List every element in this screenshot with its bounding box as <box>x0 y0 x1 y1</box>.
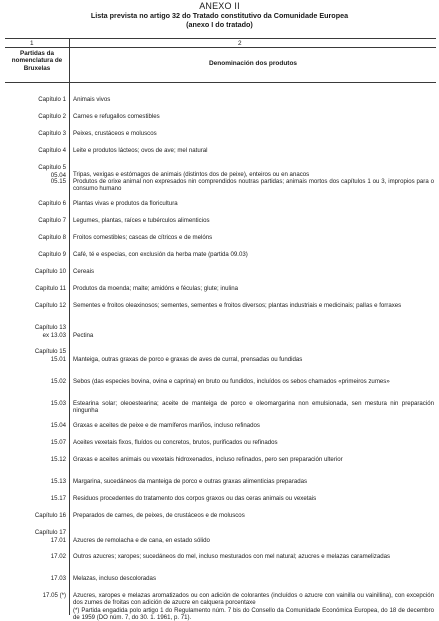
code-primary: 15.02 <box>50 378 66 385</box>
nomenclature-code <box>5 422 66 429</box>
column-header-products: Denominación dos produtos <box>208 60 298 67</box>
product-description: Pectina <box>73 332 94 339</box>
code-primary: Capítulo 1 <box>38 96 66 103</box>
code-primary: 15.13 <box>50 478 66 485</box>
code-primary: Capítulo 4 <box>38 147 66 154</box>
nomenclature-code <box>5 268 66 275</box>
code-primary: 15.04 <box>50 422 66 429</box>
product-description: Aceites vexetais fixos, fluídos ou concretos, brutos, purificados ou refinados <box>73 439 278 446</box>
product-description: Estearina solar; oleoestearina; aceite de manteiga de porco e oleomargarina non emulsionada, sen mestura nin preparación ningunha <box>73 400 434 415</box>
code-primary: 17.02 <box>50 553 66 560</box>
code-primary: Capítulo 2 <box>38 113 66 120</box>
product-description: Animais vivos <box>73 96 111 103</box>
product-description: Produtos de orixe animal non expresados nin comprendidos noutras partidas; animais mortos dos capítulos 1 ou 3, impropios para o consumo humano <box>73 178 434 193</box>
annex-heading: ANEXO II <box>199 1 240 11</box>
product-description: Plantas vivas e produtos da floricultura <box>73 200 178 207</box>
nomenclature-code <box>5 512 66 519</box>
nomenclature-code <box>5 234 66 241</box>
product-description: Leite e produtos lácteos; ovos de ave; mel natural <box>73 147 208 154</box>
nomenclature-code <box>5 302 66 309</box>
code-primary: Capítulo 8 <box>38 234 66 241</box>
code-sub-heading: 17.01 <box>50 536 66 544</box>
nomenclature-code <box>5 495 66 502</box>
nomenclature-code <box>5 400 66 407</box>
product-description: Azucres, xaropes e melazas aromatizados ou con adición de colorantes (incluídos o azucre con vainilla ou vainillina), con excepción dos zumes de froitas con adición de azucre en calquera porcentaxe <box>73 592 434 607</box>
product-description: Tripas, vexigas e estómagos de animais (distintos dos de peixe), enteiros ou en anacos <box>73 171 310 178</box>
product-description: Sementes e froitos oleaxinosos; sementes, sementes e froitos diversos; plantas industriais e medicinais; palIas e forraxes <box>73 302 402 309</box>
nomenclature-code <box>5 348 66 363</box>
code-primary: Capítulo 10 <box>34 268 66 275</box>
product-description: Peixes, crustáceos e moluscos <box>73 130 157 137</box>
nomenclature-code <box>5 553 66 560</box>
nomenclature-code <box>5 217 66 224</box>
code-sub-heading: 15.01 <box>50 355 66 363</box>
nomenclature-code <box>5 147 66 154</box>
code-primary: 05.15 <box>50 178 66 185</box>
product-description: Preparados de carnes, de peixes, de crustáceos e de moluscos <box>73 512 245 519</box>
code-primary: Capítulo 5 <box>38 164 66 171</box>
code-primary: 15.07 <box>50 439 66 446</box>
column-header-line: Partidas da <box>20 50 54 57</box>
code-primary: 15.17 <box>50 495 66 502</box>
document-subtitle: (anexo I do tratado) <box>186 20 253 29</box>
column-number-1: 1 <box>30 40 34 47</box>
product-description: Melazas, incluso descoloradas <box>73 575 156 582</box>
nomenclature-code <box>5 324 66 339</box>
nomenclature-code <box>5 478 66 485</box>
nomenclature-code <box>5 96 66 103</box>
column-header-nomenclature <box>6 50 68 72</box>
code-primary: Capítulo 6 <box>38 200 66 207</box>
nomenclature-code <box>5 200 66 207</box>
product-description: Azucres de remolacha e de cana, en estado sólido <box>73 537 210 544</box>
nomenclature-code <box>5 456 66 463</box>
product-description: Sebos (das especies bovina, ovina e caprina) en bruto ou fundidos, incluídos os sebos chamados «primeiros zumes» <box>73 378 390 385</box>
product-description: Café, té e especias, con exclusión da herba mate (partida 09.03) <box>73 251 248 258</box>
column-divider <box>69 38 70 615</box>
code-primary: 15.03 <box>50 400 66 407</box>
code-primary: Capítulo 17 <box>34 529 66 536</box>
code-primary: Capítulo 15 <box>34 348 66 355</box>
product-description: Margarina, sucedáneos da manteiga de porco e outras graxas alimenticias preparadas <box>73 478 308 485</box>
code-primary: Capítulo 12 <box>34 302 66 309</box>
product-description: Produtos da moenda; malte; amidóns e féculas; glute; inulina <box>73 285 238 292</box>
code-primary: Capítulo 9 <box>38 251 66 258</box>
code-primary: Capítulo 7 <box>38 217 66 224</box>
column-number-2: 2 <box>238 40 242 47</box>
nomenclature-code <box>5 285 66 292</box>
code-primary: 15.12 <box>50 456 66 463</box>
product-description: Manteiga, outras graxas de porco e graxas de aves de curral, prensadas ou fundidas <box>73 356 303 363</box>
nomenclature-code <box>5 575 66 582</box>
code-sub-heading: ex 13.03 <box>42 331 66 339</box>
code-primary: 17.03 <box>50 575 66 582</box>
product-description: Froitos comestibles; cascas de cítricos e de melóns <box>73 234 213 241</box>
nomenclature-code <box>5 164 66 179</box>
product-description: Outros azucres; xaropes; sucedáneos do mel, incluso mesturados con mel natural; azucres e melazas caramelizadas <box>73 553 391 560</box>
nomenclature-code <box>5 113 66 120</box>
code-primary: Capítulo 13 <box>34 324 66 331</box>
code-primary: Capítulo 11 <box>35 285 66 292</box>
nomenclature-code <box>5 439 66 446</box>
nomenclature-code <box>5 178 66 185</box>
footnote: (*) Partida engadida polo artigo 1 do Regulamento núm. 7 bis do Consello da Comunidade Económica Europea, do 18 de decembro de 1959 (DO núm. 7, do 30. 1. 1961, p. 71). <box>73 607 434 621</box>
code-primary: 17.05 (*) <box>42 592 66 599</box>
nomenclature-code <box>5 592 66 599</box>
column-header-line: Bruxelas <box>23 64 51 72</box>
code-primary: Capítulo 16 <box>34 512 66 519</box>
nomenclature-code <box>5 378 66 385</box>
code-sub-heading: 05.04 <box>50 171 66 179</box>
product-description: Graxas e aceites animais ou vexetais hidroxenados, incluso refinados, pero sen preparación ulterior <box>73 456 343 463</box>
code-primary: Capítulo 3 <box>38 130 66 137</box>
product-description: Carnes e refugallos comestibles <box>73 113 160 120</box>
nomenclature-code <box>5 130 66 137</box>
product-description: Residuos procedentes do tratamento dos corpos graxos ou das ceras animais ou vexetais <box>73 495 317 502</box>
product-description: Graxas e aceites de peixe e de mamíferos mariños, incluso refinados <box>73 422 260 429</box>
nomenclature-code <box>5 529 66 544</box>
product-description: Cereais <box>73 268 94 275</box>
product-description: Legumes, plantas, raíces e tubérculos alimenticios <box>73 217 210 224</box>
document-title: Lista prevista no artigo 32 do Tratado constitutivo da Comunidade Europea <box>90 11 349 20</box>
nomenclature-code <box>5 251 66 258</box>
column-header-line: nomenclatura de <box>11 57 63 65</box>
